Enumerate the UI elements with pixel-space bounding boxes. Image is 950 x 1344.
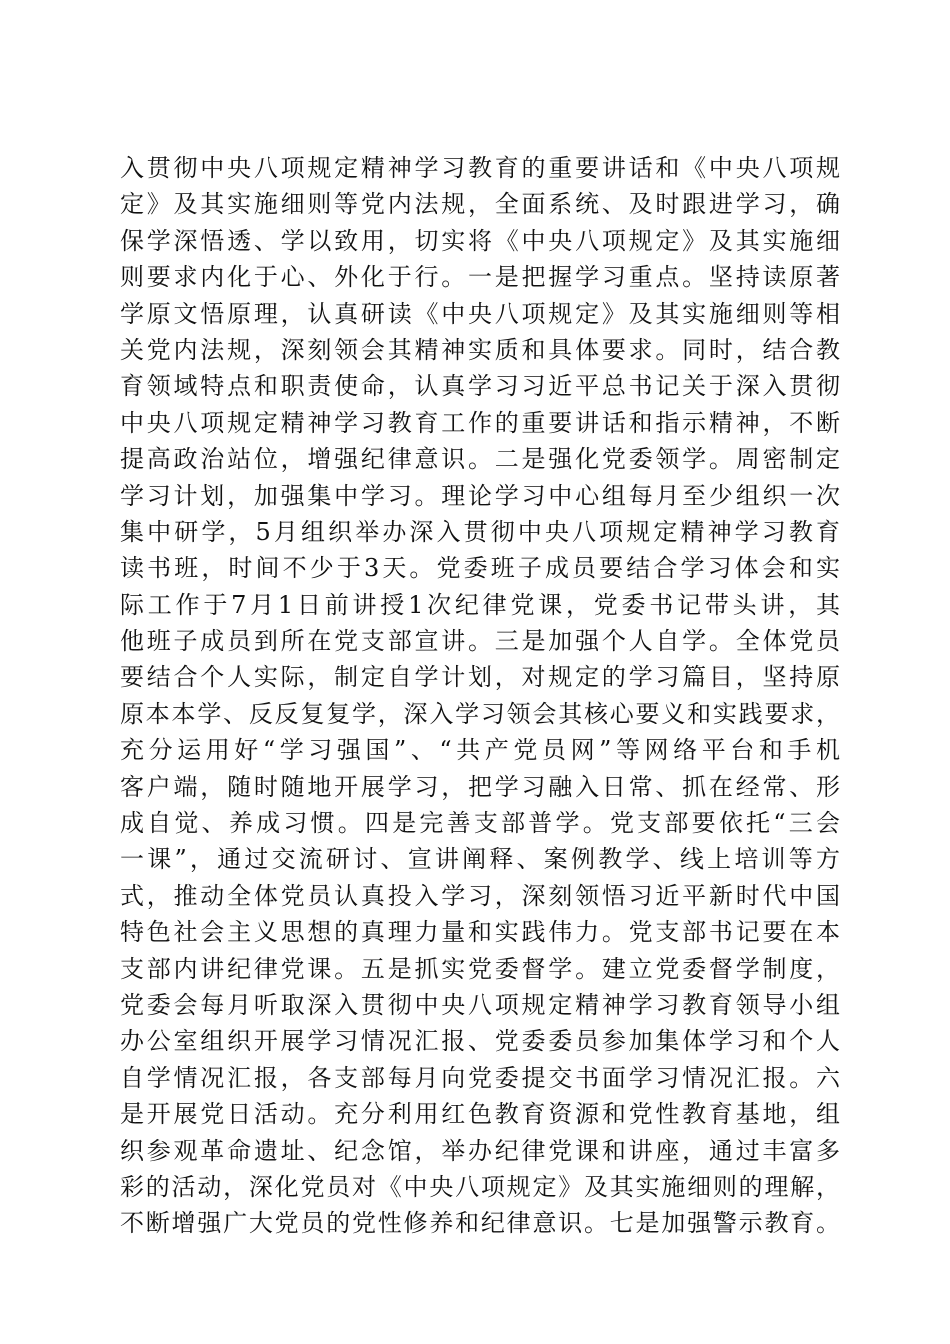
text-line: 织参观革命遗址、纪念馆，举办纪律党课和讲座，通过丰富多 bbox=[120, 1136, 840, 1165]
text-line: 一课”，通过交流研讨、宣讲阐释、案例教学、线上培训等方 bbox=[120, 845, 840, 874]
text-line: 定》及其实施细则等党内法规，全面系统、及时跟进学习，确 bbox=[120, 190, 840, 219]
text-line: 提高政治站位，增强纪律意识。二是强化党委领学。周密制定 bbox=[120, 445, 840, 474]
text-line: 他班子成员到所在党支部宣讲。三是加强个人自学。全体党员 bbox=[120, 627, 840, 656]
text-line: 彩的活动，深化党员对《中央八项规定》及其实施细则的理解， bbox=[120, 1172, 840, 1201]
text-line: 支部内讲纪律党课。五是抓实党委督学。建立党委督学制度， bbox=[120, 954, 840, 983]
text-line: 党委会每月听取深入贯彻中央八项规定精神学习教育领导小组 bbox=[120, 990, 840, 1019]
text-line: 不断增强广大党员的党性修养和纪律意识。七是加强警示教育。 bbox=[120, 1209, 840, 1238]
text-line: 集中研学，5月组织举办深入贯彻中央八项规定精神学习教育 bbox=[120, 517, 840, 546]
text-line: 学原文悟原理，认真研读《中央八项规定》及其实施细则等相 bbox=[120, 299, 840, 328]
text-line: 是开展党日活动。充分利用红色教育资源和党性教育基地，组 bbox=[120, 1100, 840, 1129]
text-line: 式，推动全体党员认真投入学习，深刻领悟习近平新时代中国 bbox=[120, 881, 840, 910]
text-line: 自学情况汇报，各支部每月向党委提交书面学习情况汇报。六 bbox=[120, 1063, 840, 1092]
text-line: 充分运用好“学习强国”、“共产党员网”等网络平台和手机 bbox=[120, 736, 840, 765]
text-line: 保学深悟透、学以致用，切实将《中央八项规定》及其实施细 bbox=[120, 226, 840, 255]
text-line: 则要求内化于心、外化于行。一是把握学习重点。坚持读原著 bbox=[120, 263, 840, 292]
text-line: 际工作于7月1日前讲授1次纪律党课，党委书记带头讲，其 bbox=[120, 590, 840, 619]
text-line: 学习计划，加强集中学习。理论学习中心组每月至少组织一次 bbox=[120, 481, 840, 510]
text-line: 中央八项规定精神学习教育工作的重要讲话和指示精神，不断 bbox=[120, 408, 840, 437]
body-text bbox=[120, 150, 840, 1242]
text-line: 办公室组织开展学习情况汇报、党委委员参加集体学习和个人 bbox=[120, 1027, 840, 1056]
text-line: 关党内法规，深刻领会其精神实质和具体要求。同时，结合教 bbox=[120, 335, 840, 364]
text-line: 客户端，随时随地开展学习，把学习融入日常、抓在经常、形 bbox=[120, 772, 840, 801]
text-line: 入贯彻中央八项规定精神学习教育的重要讲话和《中央八项规 bbox=[120, 154, 840, 182]
text-line: 读书班，时间不少于3天。党委班子成员要结合学习体会和实 bbox=[120, 554, 840, 583]
text-line: 特色社会主义思想的真理力量和实践伟力。党支部书记要在本 bbox=[120, 918, 840, 947]
text-line: 原本本学、反反复复学，深入学习领会其核心要义和实践要求， bbox=[120, 699, 840, 728]
text-line: 成自觉、养成习惯。四是完善支部普学。党支部要依托“三会 bbox=[120, 809, 840, 838]
text-line: 要结合个人实际，制定自学计划，对规定的学习篇目，坚持原 bbox=[120, 663, 840, 692]
text-line: 育领域特点和职责使命，认真学习习近平总书记关于深入贯彻 bbox=[120, 372, 840, 401]
